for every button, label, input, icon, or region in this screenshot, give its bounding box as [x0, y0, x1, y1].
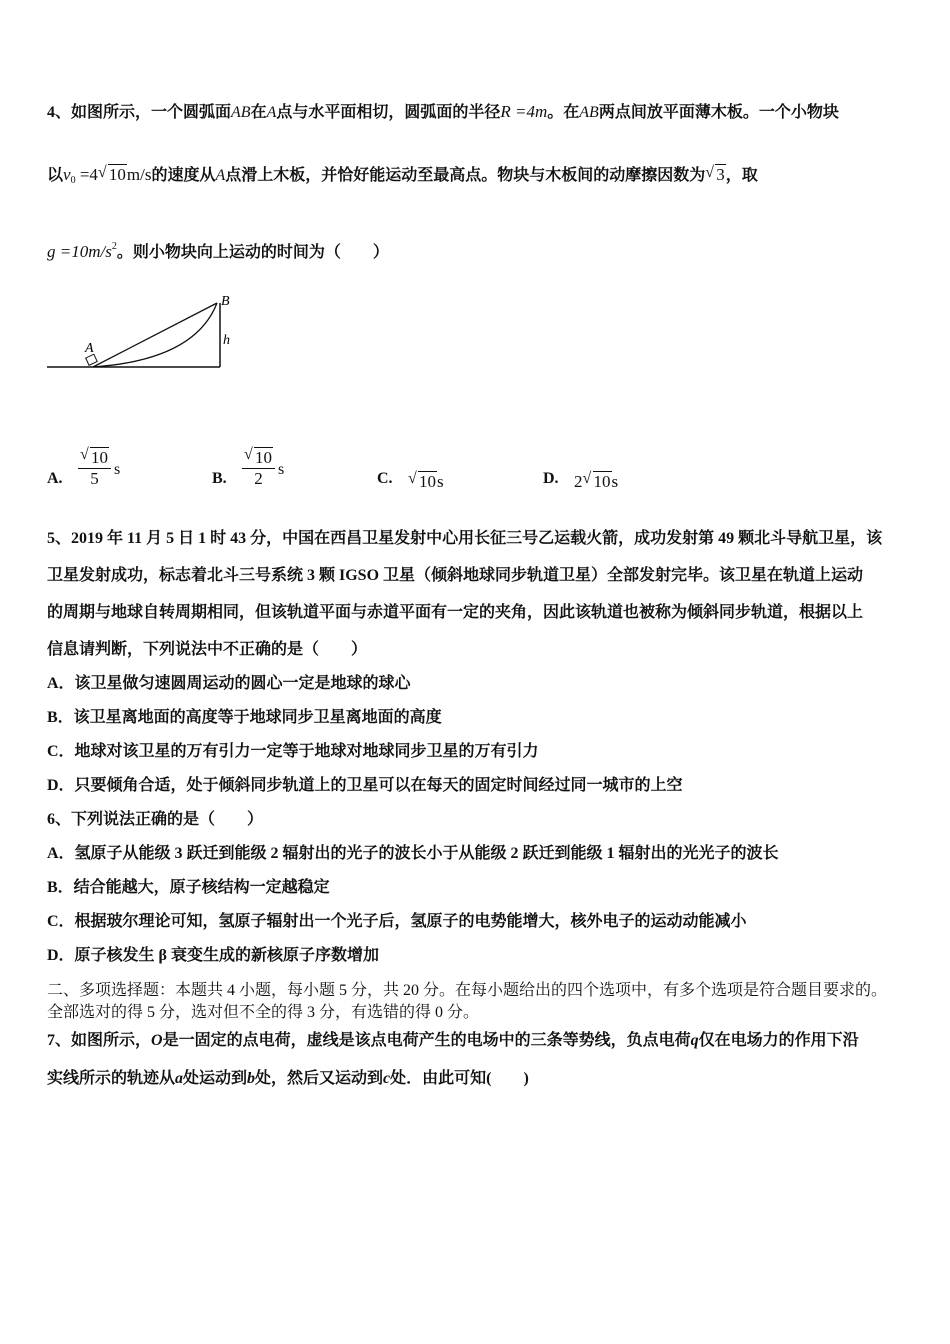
q7-var-c: c	[383, 1070, 391, 1087]
q4-line-2	[47, 165, 758, 191]
q4-option-d-value: 2 √ 10s	[574, 470, 619, 491]
q6-option-d: D．原子核发生 β 衰变生成的新核原子序数增加	[47, 947, 379, 964]
q4-option-a-unit: s	[114, 461, 121, 478]
q4-velocity-expr: $v_0 =4$ √ 10m/s	[63, 164, 152, 186]
q4-radius-expr: R =4m	[500, 102, 548, 121]
q4-option-c-value: √ 10s	[408, 470, 444, 491]
q4-option-c-label: C.	[377, 470, 393, 487]
q6-option-b: B．结合能越大，原子核结构一定越稳定	[47, 879, 330, 896]
q4-text: 点与水平面相切，圆弧面的半径	[276, 104, 501, 121]
q4-option-a-frac: √ 10 5	[78, 448, 111, 489]
label-b: B	[221, 294, 230, 309]
q5-stem-line-2: 卫星发射成功，标志着北斗三号系统 3 颗 IGSO 卫星（倾斜地球同步轨道卫星）全部发射完毕。该卫星在轨道上运动	[47, 567, 864, 584]
q7-var-o: O	[151, 1032, 163, 1049]
q4-mu-expr: √ 3	[705, 164, 725, 184]
q7-line-1: 7、如图所示，O是一固定的点电荷，虚线是该点电荷产生的电场中的三条等势线，负点电荷q仅在电场力的作用下沿	[47, 1032, 859, 1049]
q6-option-a: A．氢原子从能级 3 跃迁到能级 2 辐射出的光子的波长小于从能级 2 跃迁到能级 1 辐射出的光光子的波长	[47, 845, 779, 862]
q4-var-ab: AB	[231, 104, 251, 121]
q4-option-b-unit: s	[278, 461, 285, 478]
q4-text: 4、如图所示，一个圆弧面	[47, 104, 232, 121]
board-line	[93, 303, 217, 367]
q4-text: 。则小物块向上运动的时间为（ ）	[116, 244, 389, 261]
q4-text: 。在	[547, 104, 580, 121]
q5-option-d: D．只要倾角合适，处于倾斜同步轨道上的卫星可以在每天的固定时间经过同一城市的上空	[47, 777, 683, 794]
section-2-heading-line-2: 全部选对的得 5 分，选对但不全的得 3 分，有选错的得 0 分。	[47, 1004, 480, 1021]
q4-option-d-label: D.	[543, 470, 559, 487]
q7-var-b: b	[247, 1070, 256, 1087]
q4-var-a: A	[266, 104, 277, 121]
q4-option-b-frac: √ 10 2	[242, 448, 275, 489]
q4-g-expr: $g =10m/s^2$	[47, 241, 117, 261]
q4-text: 两点间放平面薄木板。一个小物块	[598, 104, 839, 121]
q5-stem-line-4: 信息请判断，下列说法中不正确的是（ ）	[47, 641, 368, 658]
q6-stem: 6、下列说法正确的是（ ）	[47, 811, 264, 828]
q4-var-ab: AB	[579, 104, 599, 121]
q5-stem-line-3: 的周期与地球自转周期相同，但该轨道平面与赤道平面有一定的夹角，因此该轨道也被称为倾斜同步轨道，根据以上	[47, 604, 864, 621]
q7-var-a: a	[175, 1070, 184, 1087]
q4-option-b-label: B.	[212, 470, 227, 487]
q4-option-a-label: A.	[47, 470, 63, 487]
incline-figure	[45, 290, 245, 372]
q6-option-c: C．根据玻尔理论可知，氢原子辐射出一个光子后，氢原子的电势能增大，核外电子的运动动能减小	[47, 913, 747, 930]
label-a: A	[85, 341, 94, 356]
q5-option-b: B．该卫星离地面的高度等于地球同步卫星离地面的高度	[47, 709, 442, 726]
q7-var-q: q	[690, 1032, 699, 1049]
q4-text: 的速度从	[151, 167, 216, 184]
q4-line-3	[47, 237, 389, 263]
q7-line-2: 实线所示的轨迹从a处运动到b处，然后又运动到c处．由此可知( )	[47, 1070, 529, 1087]
q4-text: 以	[47, 167, 64, 184]
q4-text: 在	[250, 104, 267, 121]
q5-stem-line-1: 5、2019 年 11 月 5 日 1 时 43 分，中国在西昌卫星发射中心用长征三号乙运载火箭，成功发射第 49 颗北斗导航卫星，该	[47, 530, 883, 547]
q4-line-1	[47, 102, 839, 123]
section-2-heading-line-1: 二、多项选择题：本题共 4 小题，每小题 5 分，共 20 分。在每小题给出的四个选项中，有多个选项是符合题目要求的。	[47, 982, 888, 999]
q4-text: 点滑上木板，并恰好能运动至最高点。物块与木板间的动摩擦因数为	[225, 167, 706, 184]
q4-var-a: A	[215, 167, 226, 184]
q5-option-c: C．地球对该卫星的万有引力一定等于地球对地球同步卫星的万有引力	[47, 743, 539, 760]
q5-option-a: A．该卫星做匀速圆周运动的圆心一定是地球的球心	[47, 675, 411, 692]
label-h: h	[223, 333, 230, 348]
q4-text: ，取	[725, 167, 758, 184]
